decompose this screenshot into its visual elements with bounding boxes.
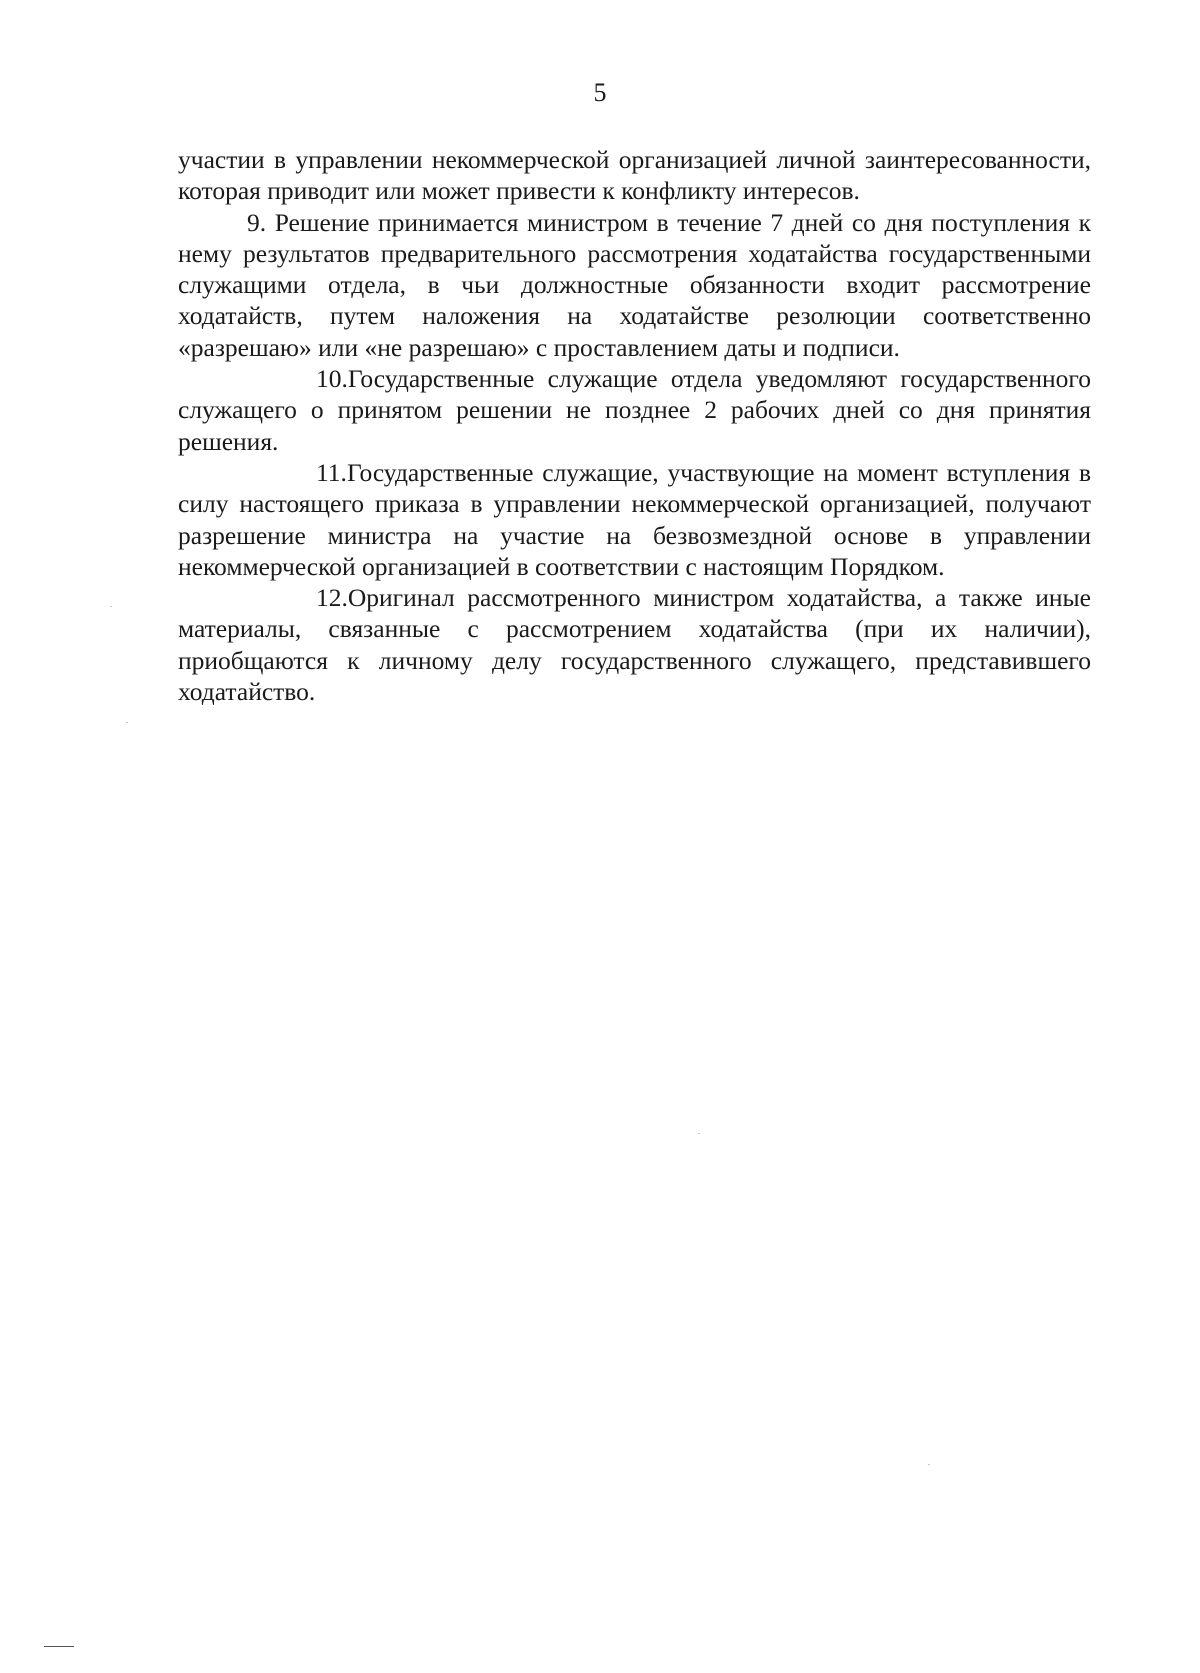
scan-speck (126, 722, 128, 723)
paragraph-text: Решение принимается министром в течение 7 дней со дня поступления к нему результатов предварительного рассмотрения ходатайства государственными служащими отдела, в чьи должностные обязанности входит рассмотрение ходатайств, путем наложения на ходатайстве резолюции соответственно «разрешаю» или «не разрешаю» с проставлением даты и подписи. (178, 207, 1091, 362)
document-body (178, 144, 1091, 707)
paragraph-text: участии в управлении некоммерческой организацией личной заинтересованности, которая приводит или может привести к конфликту интересов. (178, 145, 1091, 206)
item-number: 11. (316, 457, 347, 487)
paragraph-text: Оригинал рассмотренного министром ходатайства, а также иные материалы, связанные с рассмотрением ходатайства (при их наличии), приобщаются к личному делу государственного служащего, представившего ходатайство. (178, 583, 1091, 707)
paragraph-continuation (178, 144, 1091, 207)
item-number: 10. (316, 364, 348, 394)
paragraph-item-11 (178, 457, 1091, 582)
item-number: 12. (316, 583, 348, 613)
page-number: 5 (593, 78, 607, 107)
scan-speck (928, 1464, 930, 1465)
scan-speck (698, 1133, 700, 1134)
paragraph-item-10 (178, 363, 1091, 457)
paragraph-text: Государственные служащие отдела уведомляют государственного служащего о принятом решении не позднее 2 рабочих дней со дня принятия решения. (178, 364, 1091, 456)
margin-scan-mark (44, 1646, 74, 1647)
paragraph-item-12 (178, 582, 1091, 707)
paragraph-text: Государственные служащие, участвующие на момент вступления в силу настоящего приказа в управлении некоммерческой организацией, получают разрешение министра на участие на безвозмездной основе в управлении некоммерческой организацией в соответствии с настоящим Порядком. (178, 457, 1091, 581)
scan-speck (110, 606, 112, 607)
paragraph-item-9 (178, 207, 1091, 363)
item-number: 9. (247, 207, 267, 237)
